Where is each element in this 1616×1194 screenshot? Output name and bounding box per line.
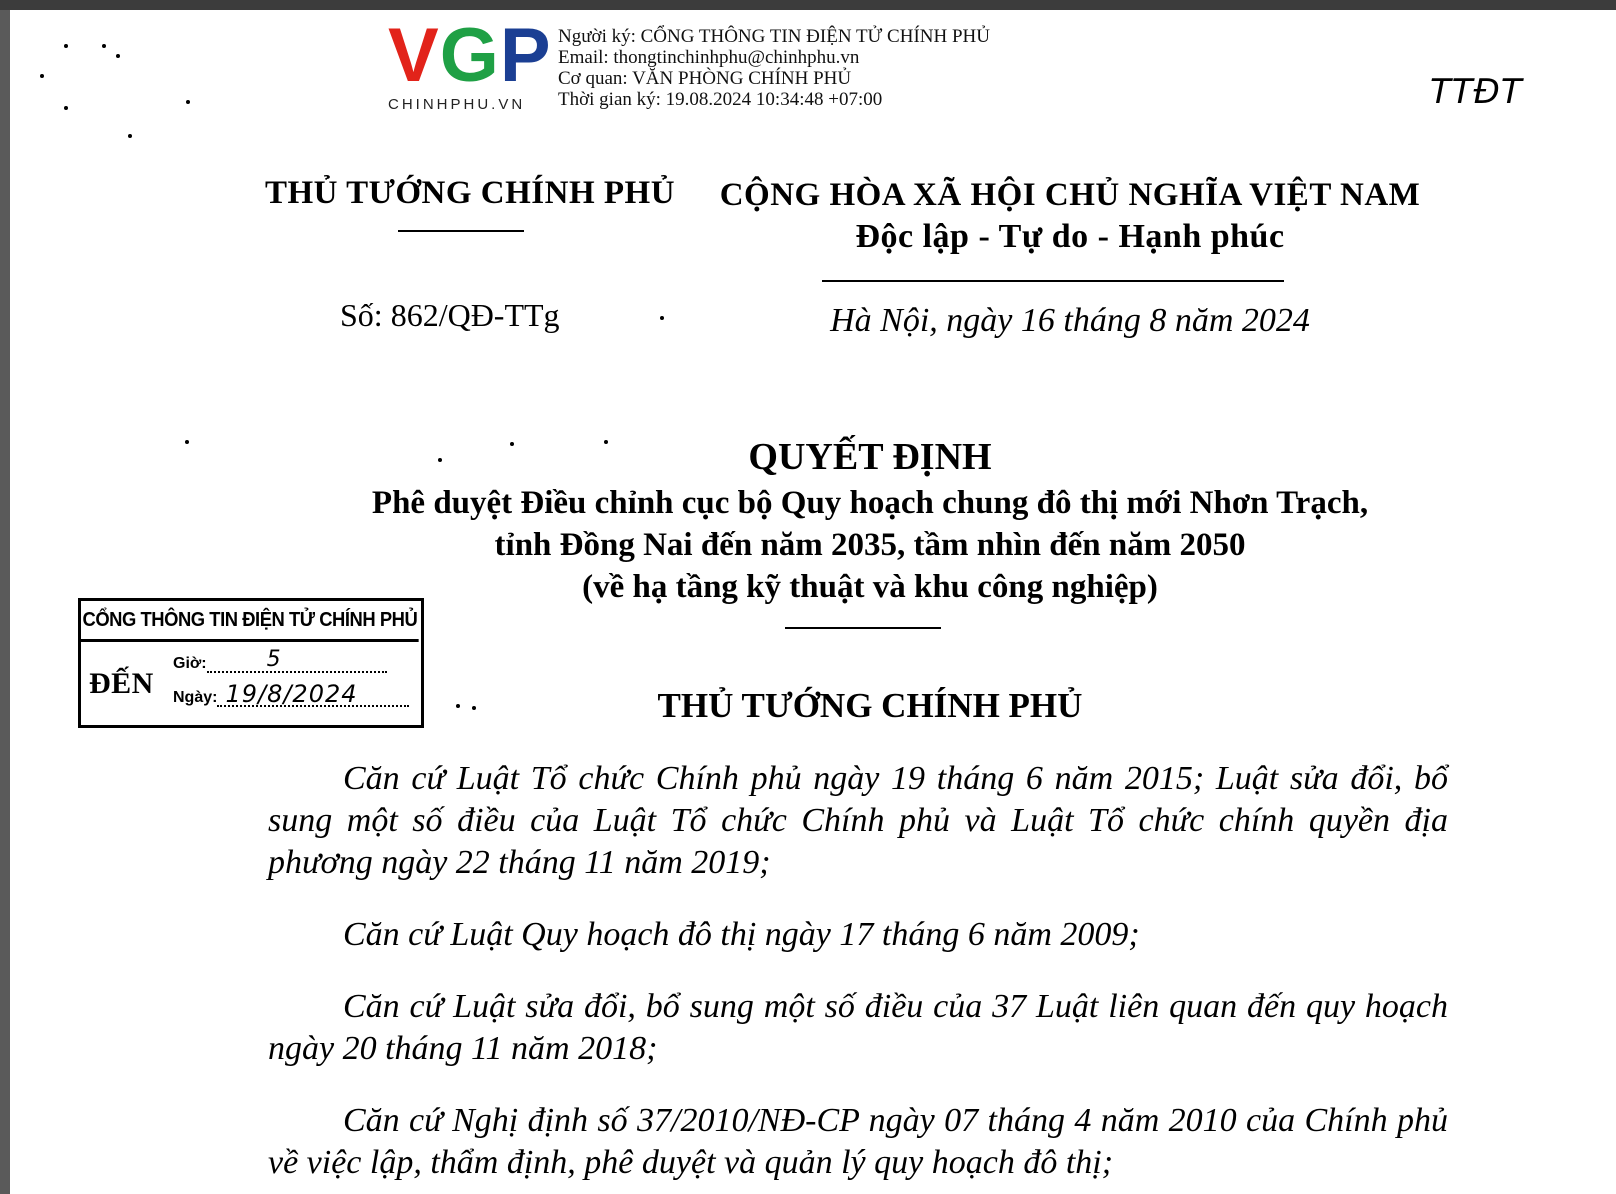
document-subtitle <box>280 482 1460 608</box>
subtitle-line-2: tỉnh Đồng Nai đến năm 2035, tầm nhìn đến năm 2050 <box>494 527 1246 563</box>
handwritten-mark: TTĐT <box>1430 72 1523 112</box>
document-page <box>10 10 1616 1194</box>
body-paragraph-3: Căn cứ Luật sửa đổi, bổ sung một số điều của 37 Luật liên quan đến quy hoạch ngày 20 tháng 11 năm 2018; <box>268 988 1448 1067</box>
document-body <box>268 758 1448 1194</box>
stamp-hour-label: Giờ: <box>173 655 207 672</box>
authority-heading: THỦ TƯỚNG CHÍNH PHỦ <box>657 686 1083 725</box>
stamp-header: CỔNG THÔNG TIN ĐIỆN TỬ CHÍNH PHỦ <box>81 601 419 642</box>
vgp-logo <box>388 13 558 116</box>
issuer-underline <box>398 230 524 232</box>
agency-line: Cơ quan: VĂN PHÒNG CHÍNH PHỦ <box>558 68 852 89</box>
vgp-logo-subtitle: CHINHPHU.VN <box>388 96 526 113</box>
email-line: Email: thongtinchinhphu@chinhphu.vn <box>558 47 860 68</box>
stamp-hour-row <box>173 647 387 673</box>
body-paragraph-4: Căn cứ Nghị định số 37/2010/NĐ-CP ngày 07 tháng 4 năm 2010 của Chính phủ về việc lập, thẩm định, phê duyệt và quản lý quy hoạch đô thị; <box>268 1102 1448 1181</box>
sign-time-line: Thời gian ký: 19.08.2024 10:34:48 +07:00 <box>558 89 883 110</box>
vgp-letter-v: V <box>388 13 440 98</box>
stamp-date-value: 19/8/2024 <box>225 680 358 708</box>
vgp-letter-g: G <box>439 13 500 98</box>
stamp-den-label: ĐẾN <box>89 667 154 700</box>
stamp-hour-value: 5 <box>266 647 281 672</box>
subtitle-line-3: (về hạ tầng kỹ thuật và khu công nghiệp) <box>582 569 1158 605</box>
national-motto: Độc lập - Tự do - Hạnh phúc <box>855 218 1285 255</box>
digital-signature-info <box>558 26 990 110</box>
subtitle-line-1: Phê duyệt Điều chỉnh cục bộ Quy hoạch chung đô thị mới Nhơn Trạch, <box>371 485 1369 521</box>
vgp-letter-p: P <box>499 13 552 98</box>
viewer-top-bar <box>0 0 1616 10</box>
body-paragraph-1: Căn cứ Luật Tổ chức Chính phủ ngày 19 tháng 6 năm 2015; Luật sửa đổi, bổ sung một số điều của Luật Tổ chức Chính phủ và Luật Tổ chức chính quyền địa phương ngày 22 tháng 11 năm 2019; <box>268 760 1448 881</box>
body-paragraph-2: Căn cứ Luật Quy hoạch đô thị ngày 17 tháng 6 năm 2009; <box>343 916 1140 953</box>
signer-line: Người ký: CỔNG THÔNG TIN ĐIỆN TỬ CHÍNH PHỦ <box>558 26 990 47</box>
issuer-heading: THỦ TƯỚNG CHÍNH PHỦ <box>264 175 676 211</box>
document-number: Số: 862/QĐ-TTg <box>340 297 560 333</box>
national-heading: CỘNG HÒA XÃ HỘI CHỦ NGHĨA VIỆT NAM <box>719 177 1421 213</box>
stamp-date-label: Ngày: <box>173 689 218 706</box>
place-and-date: Hà Nội, ngày 16 tháng 8 năm 2024 <box>830 302 1310 339</box>
title-underline <box>785 627 941 629</box>
motto-underline <box>822 280 1284 282</box>
document-title: QUYẾT ĐỊNH <box>748 436 992 478</box>
